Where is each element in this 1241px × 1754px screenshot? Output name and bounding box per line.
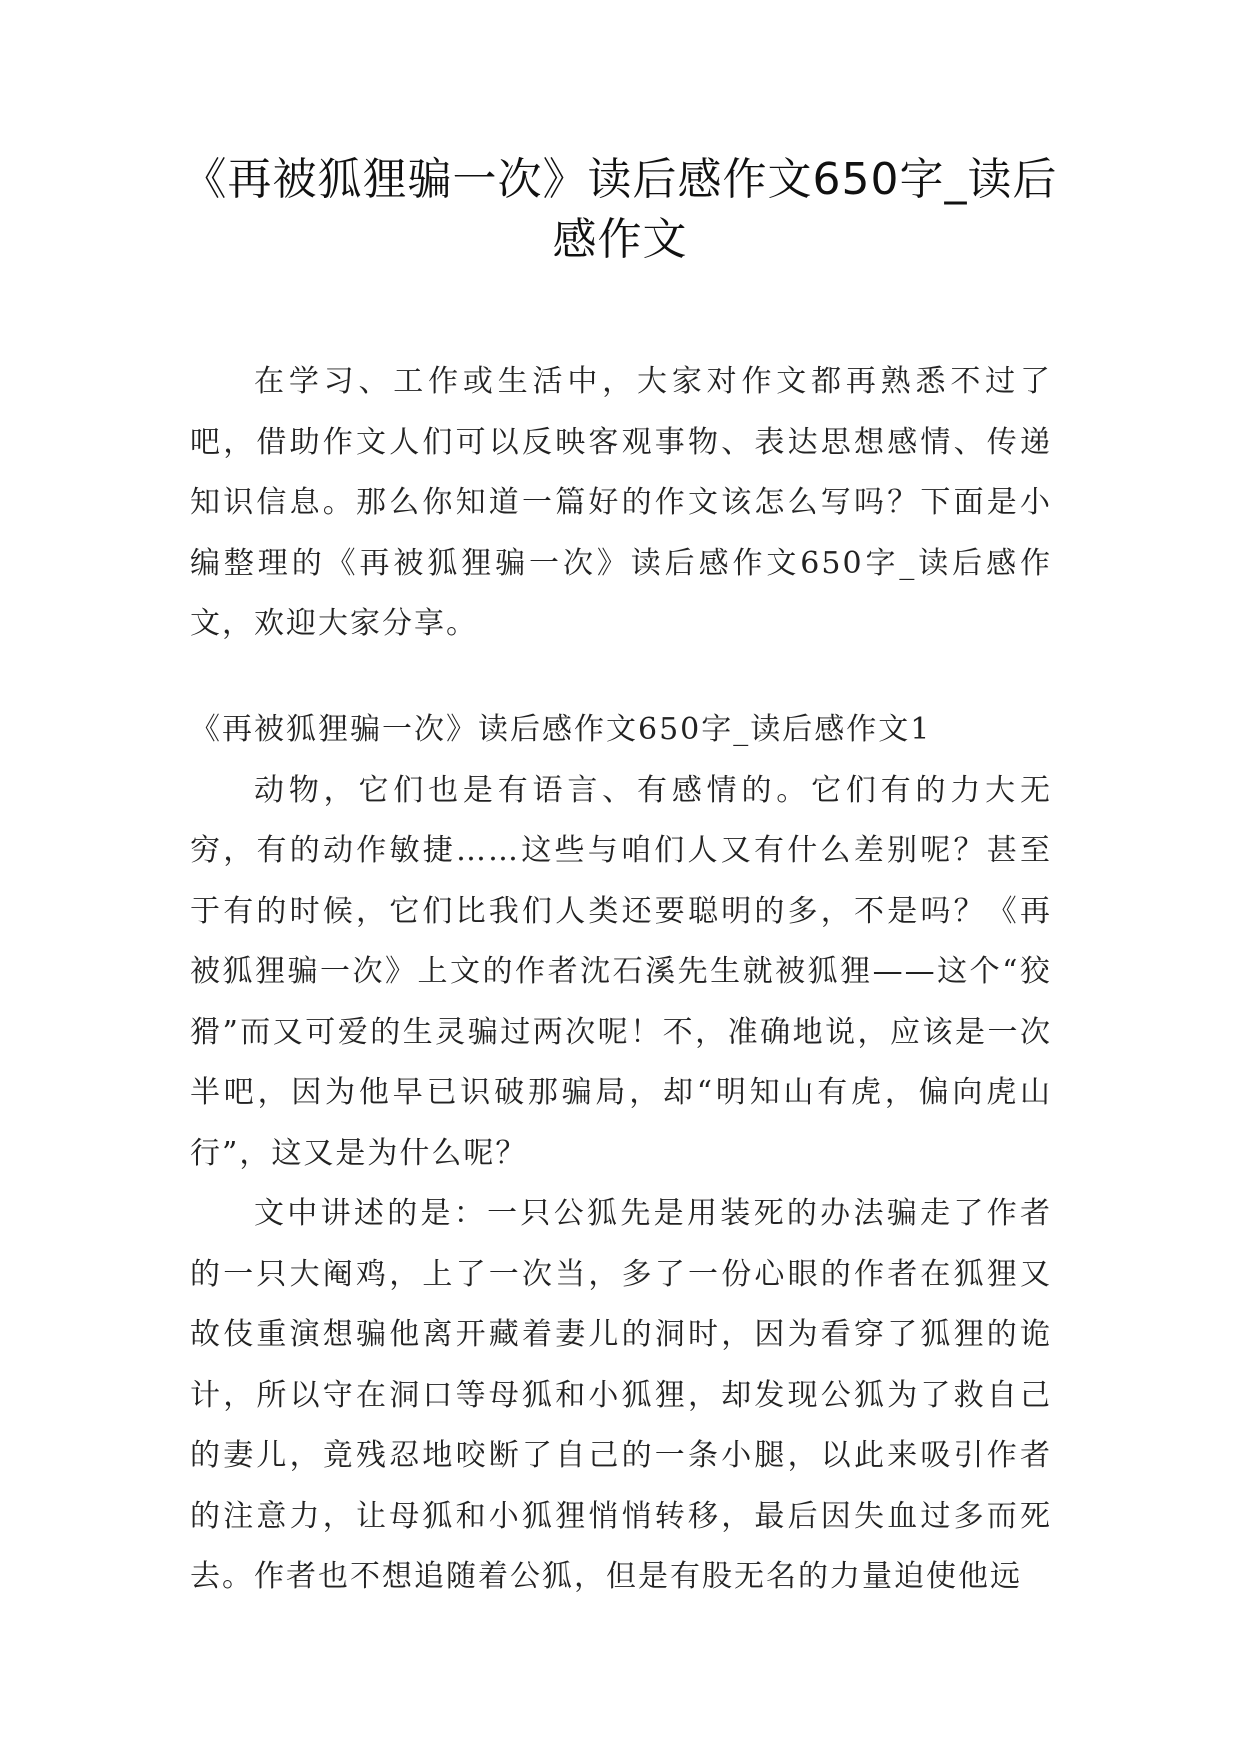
section-heading: 《再被狐狸骗一次》读后感作文650字_读后感作文1 — [190, 712, 932, 747]
document-title: 《再被狐狸骗一次》读后感作文650字_读后感作文 — [182, 154, 1058, 265]
essay-paragraph-2: 文中讲述的是：一只公狐先是用装死的办法骗走了作者的一只大阉鸡，上了一次当，多了一份心眼的作者在狐狸又故伎重演想骗他离开藏着妻儿的洞时，因为看穿了狐狸的诡计，所以守在洞口等母狐和小狐狸，却发现公狐为了救自己的妻儿，竟残忍地咬断了自己的一条小腿，以此来吸引作者的注意力，让母狐和小狐狸悄悄转移，最后因失血过多而死去。作者也不想追随着公狐，但是有股无名的力量迫使他远 — [190, 1196, 1052, 1594]
essay-paragraph-1: 动物，它们也是有语言、有感情的。它们有的力大无穷，有的动作敏捷……这些与咱们人又有什么差别呢？甚至于有的时候，它们比我们人类还要聪明的多，不是吗？《再被狐狸骗一次》上文的作者沈石溪先生就被狐狸——这个“狡猾”而又可爱的生灵骗过两次呢！不，准确地说，应该是一次半吧，因为他早已识破那骗局，却“明知山有虎，偏向虎山行”，这又是为什么呢？ — [190, 772, 1052, 1171]
intro-section — [190, 352, 1052, 655]
essay-section — [190, 700, 1052, 1608]
intro-paragraph: 在学习、工作或生活中，大家对作文都再熟悉不过了吧，借助作文人们可以反映客观事物、表达思想感情、传递知识信息。那么你知道一篇好的作文该怎么写吗？下面是小编整理的《再被狐狸骗一次》读后感作文650字_读后感作文，欢迎大家分享。 — [190, 364, 1052, 641]
